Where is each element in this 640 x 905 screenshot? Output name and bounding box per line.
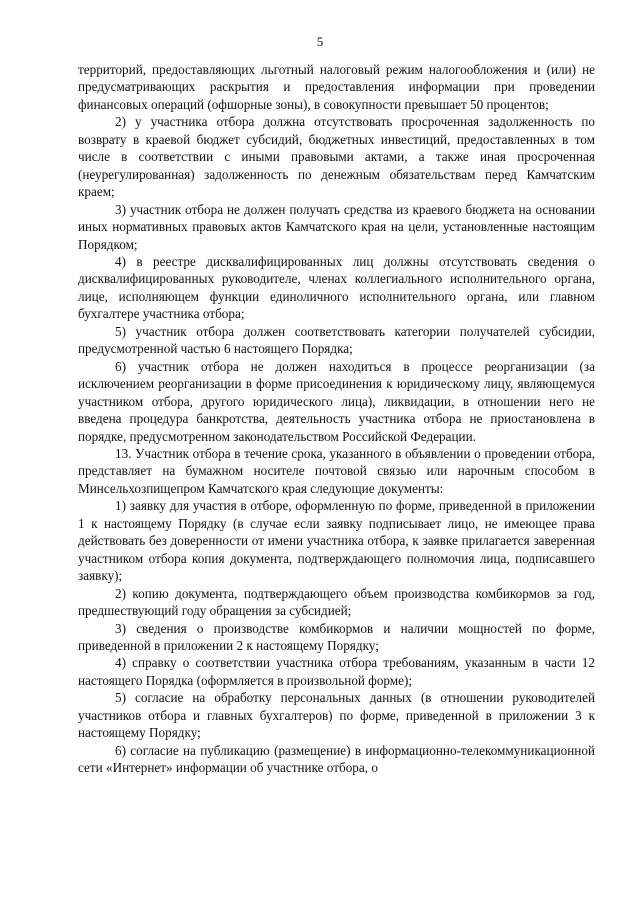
page-number: 5 [316, 34, 324, 49]
paragraph-document-6: 6) согласие на публикацию (размещение) в информационно-телекоммуникационной сети «Интернет» информации об участнике отбора, о [78, 742, 595, 776]
document-body [78, 61, 595, 777]
paragraph-item-3: 3) участник отбора не должен получать средства из краевого бюджета на основании иных нормативных правовых актов Камчатского края на цели, установленные настоящим Порядком; [78, 201, 595, 252]
paragraph-continuation: территорий, предоставляющих льготный налоговый режим налогообложения и (или) не предусматривающих раскрытия и предоставления информации при проведении финансовых операций (офшорные зоны), в совокупности превышает 50 процентов; [78, 62, 595, 112]
paragraph-document-5: 5) согласие на обработку персональных данных (в отношении руководителей участников отбора и главных бухгалтеров) по форме, приведенной в приложении 3 к настоящему Порядку; [78, 690, 595, 741]
paragraph-item-6: 6) участник отбора не должен находиться в процессе реорганизации (за исключением реорганизации в форме присоединения к юридическому лицу, являющемуся участником отбора, другого юридического лица), ликвидации, в отношении него не введена процедура банкротства, деятельность участника отбора не приостановлена в порядке, предусмотренном законодательством Российской Федерации. [78, 358, 595, 444]
paragraph-document-2: 2) копию документа, подтверждающего объем производства комбикормов за год, предшествующий году обращения за субсидией; [78, 585, 595, 619]
paragraph-section-13: 13. Участник отбора в течение срока, указанного в объявлении о проведении отбора, представляет на бумажном носителе почтовой связью или нарочным способом в Минсельхозпищепром Камчатского края следующие документы: [78, 445, 595, 496]
paragraph-document-4: 4) справку о соответствии участника отбора требованиям, указанным в части 12 настоящего Порядка (оформляется в произвольной форме); [78, 655, 595, 688]
paragraph-item-4: 4) в реестре дисквалифицированных лиц должны отсутствовать сведения о дисквалифицированных руководителе, членах коллегиального исполнительного органа, лице, исполняющем функции единоличного исполнительного органа, или главном бухгалтере участника отбора; [78, 253, 595, 322]
paragraph-item-5: 5) участник отбора должен соответствовать категории получателей субсидии, предусмотренной частью 6 настоящего Порядка; [78, 323, 595, 357]
paragraph-item-2: 2) у участника отбора должна отсутствовать просроченная задолженность по возврату в краевой бюджет субсидий, бюджетных инвестиций, предоставленных в том числе в соответствии с иными правовыми актами, а также иная просроченная (неурегулированная) задолженность по денежным обязательствам перед Камчатским краем; [78, 114, 595, 200]
paragraph-document-1: 1) заявку для участия в отборе, оформленную по форме, приведенной в приложении 1 к настоящему Порядку (в случае если заявку подписывает лицо, не имеющее права действовать без доверенности от имени участника отбора, к заявке прилагается заверенная участником отбора копия документа, подтверждающего полномочия лица, подписавшего заявку); [78, 498, 595, 584]
paragraph-document-3: 3) сведения о производстве комбикормов и наличии мощностей по форме, приведенной в приложении 2 к настоящему Порядку; [78, 620, 595, 653]
